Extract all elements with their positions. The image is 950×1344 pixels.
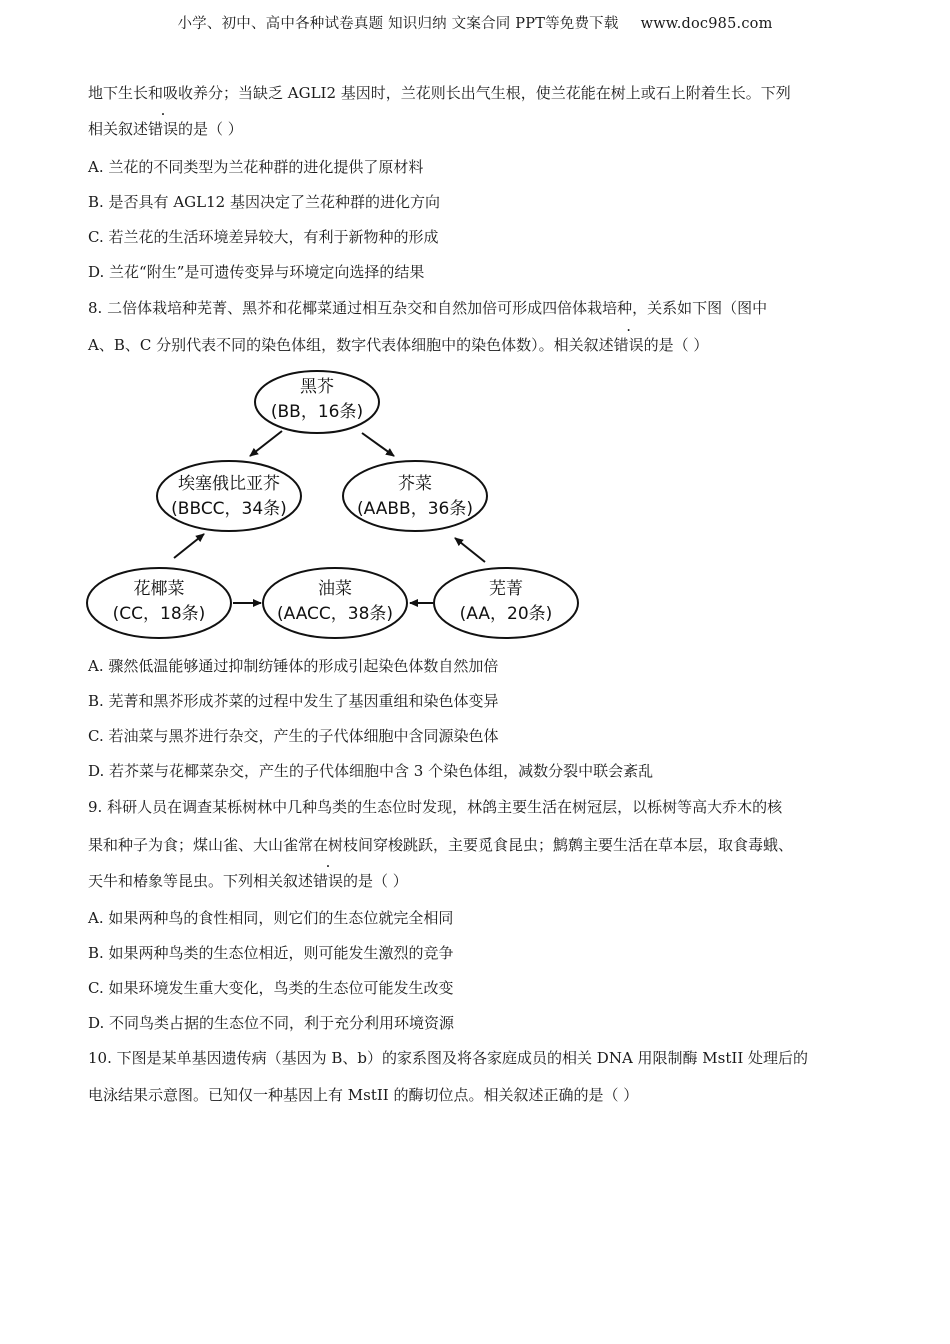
node-huayecai-info: (CC，18条) [112, 604, 206, 624]
node-huayecai-name: 花椰菜 [133, 579, 185, 599]
arrow-wujing-to-jiecai [455, 538, 485, 562]
node-youcai-info: (AACC，38条) [276, 604, 394, 624]
q8-stem-line1: 8. 二倍体栽培种芜菁、黑芥和花椰菜通过相互杂交和自然加倍可形成四倍体栽培种，关系如下图（图中 [88, 299, 768, 317]
node-heijie-info: (BB，16条) [270, 402, 364, 422]
q8-option-d: D. 若芥菜与花椰菜杂交，产生的子代体细胞中含 3 个染色体组，减数分裂中联会紊乱 [88, 762, 654, 780]
q10-stem-line1: 10. 下图是某单基因遗传病（基因为 B、b）的家系图及将各家庭成员的相关 DNA 用限制酶 MstII 处理后的 [88, 1049, 809, 1067]
node-aisai-name: 埃塞俄比亚芥 [178, 474, 280, 494]
emphasis-wrong: 错误 [613, 336, 644, 354]
node-jiecai [343, 461, 487, 531]
header-text: 小学、初中、高中各种试卷真题 知识归纳 文案合同 PPT等免费下载 [177, 16, 619, 32]
q8-option-c: C. 若油菜与黑芥进行杂交，产生的子代体细胞中含同源染色体 [88, 727, 499, 745]
q10-stem-line2: 电泳结果示意图。已知仅一种基因上有 MstII 的酶切位点。相关叙述正确的是（ ） [88, 1086, 639, 1104]
q7-option-a: A. 兰花的不同类型为兰花种群的进化提供了原材料 [88, 158, 424, 176]
node-jiecai-name: 芥菜 [398, 474, 432, 494]
q9-option-c: C. 如果环境发生重大变化，鸟类的生态位可能发生改变 [88, 979, 454, 997]
q8-stem-line2: A、B、C 分别代表不同的染色体组，数字代表体细胞中的染色体数）。相关叙述错误的是（ ） [88, 336, 709, 354]
node-aisai-info: (BBCC，34条) [171, 499, 287, 519]
q7-option-d: D. 兰花“附生”是可遗传变异与环境定向选择的结果 [88, 263, 425, 281]
node-jiecai-info: (AABB，36条) [357, 499, 473, 519]
q9-stem-line2: 果和种子为食；煤山雀、大山雀常在树枝间穿梭跳跃，主要觅食昆虫；鹪鹩主要生活在草本层，取食毒蛾、 [88, 836, 794, 854]
arrow-heijie-to-aisai [250, 431, 282, 456]
node-aisai [157, 461, 301, 531]
q7-option-b: B. 是否具有 AGL12 基因决定了兰花种群的进化方向 [88, 193, 440, 211]
hybridization-diagram [84, 368, 584, 646]
header-url[interactable]: www.doc985.com [640, 16, 773, 32]
emphasis-wrong: 错误 [148, 120, 179, 138]
q9-stem-line1: 9. 科研人员在调查某栎树林中几种鸟类的生态位时发现，林鸽主要生活在树冠层，以栎树等高大乔木的核 [88, 798, 783, 816]
arrow-huayecai-to-aisai [174, 534, 204, 558]
node-youcai-name: 油菜 [318, 579, 352, 599]
q9-stem-line3: 天牛和椿象等昆虫。下列相关叙述错误的是（ ） [88, 872, 408, 890]
arrow-heijie-to-jiecai [362, 433, 394, 456]
q7-option-c: C. 若兰花的生活环境差异较大，有利于新物种的形成 [88, 228, 439, 246]
q9-option-d: D. 不同鸟类占据的生态位不同，利于充分利用环境资源 [88, 1014, 455, 1032]
q8-option-a: A. 骤然低温能够通过抑制纺锤体的形成引起染色体数自然加倍 [88, 657, 499, 675]
q9-option-b: B. 如果两种鸟类的生态位相近，则可能发生激烈的竞争 [88, 944, 454, 962]
node-wujing-name: 芜菁 [489, 579, 523, 599]
emphasis-wrong: 错误 [313, 872, 344, 890]
q8-option-b: B. 芜菁和黑芥形成芥菜的过程中发生了基因重组和染色体变异 [88, 692, 499, 710]
q7-stem-line2: 相关叙述错误的是（ ） [88, 120, 243, 138]
node-heijie-name: 黑芥 [300, 377, 334, 397]
q9-option-a: A. 如果两种鸟的食性相同，则它们的生态位就完全相同 [88, 909, 454, 927]
page-header [0, 12, 950, 33]
node-wujing-info: (AA，20条) [459, 604, 553, 624]
q7-stem-line1: 地下生长和吸收养分；当缺乏 AGLI2 基因时，兰花则长出气生根，使兰花能在树上或石上附着生长。下列 [88, 84, 791, 102]
